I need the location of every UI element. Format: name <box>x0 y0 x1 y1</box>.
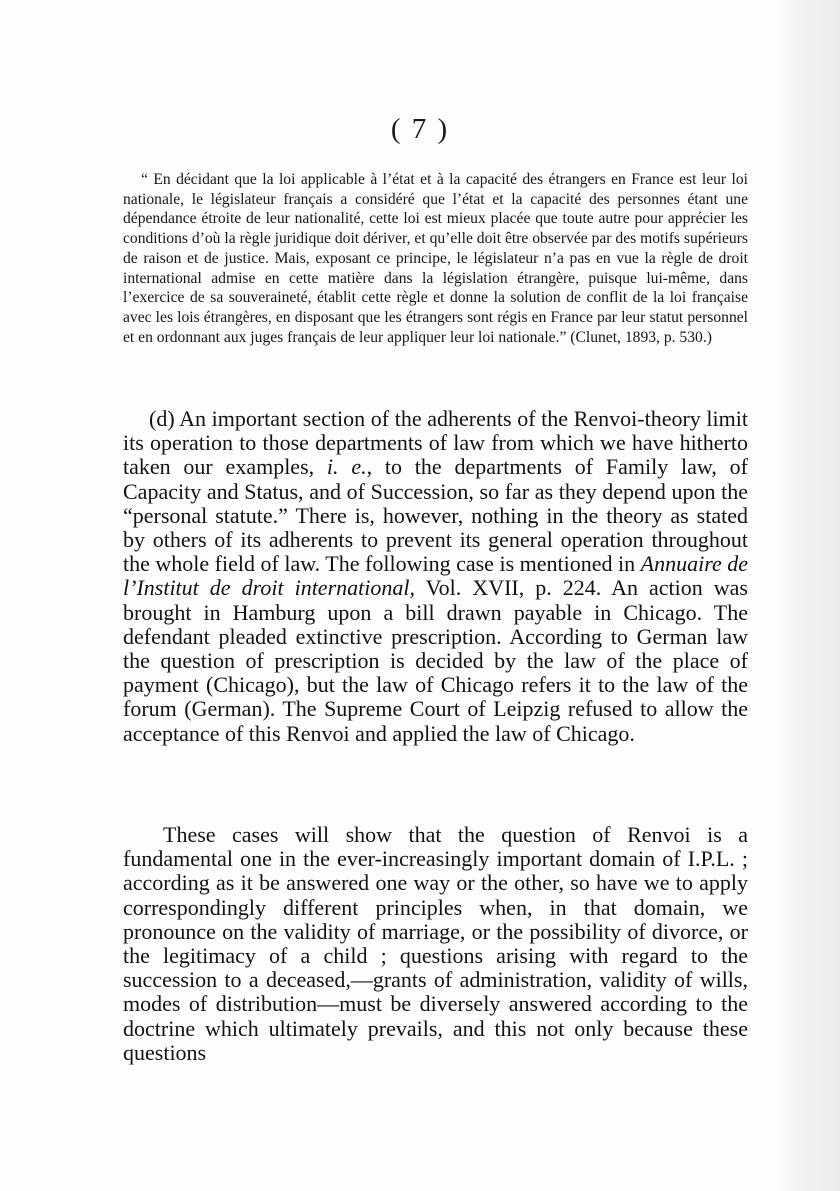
journal-title: Annuaire de l’Institut de droit international, <box>123 551 748 601</box>
page-edge-shadow <box>778 0 840 1191</box>
paragraph-d-part2: , to the departments of Family law, of Capacity and Status, and of Succession, so far as they depend upon the “personal statute.” There is, however, nothing in the theory as stated by others of its adherents to prevent its general operation throughout the whole field of law. The following case is mentioned in <box>123 454 748 577</box>
paragraph-d <box>123 407 748 746</box>
paragraph-cases: These cases will show that the question of Renvoi is a fundamental one in the ever-increasingly important domain of I.P.L. ; according as it be answered one way or the other, so have we to apply correspondingly different principles when, in that domain, we pronounce on the validity of marriage, or the possibility of divorce, or the legitimacy of a child ; questions arising with regard to the succession to a deceased,—grants of administration, validity of wills, modes of distribution—must be diversely answered according to the doctrine which ultimately prevails, and this not only because these questions <box>123 822 748 1065</box>
french-quote: “ En décidant que la loi applicable à l’état et à la capacité des étrangers en France est leur loi nationale, le législateur français a considéré que l’état et la capacité des personnes étant une dépendance étroite de leur nationalité, cette loi est mieux placée que toute autre pour apprécier les conditions d’où la règle juridique doit dériver, et qu’elle doit être observée par des motifs supérieurs de raison et de justice. Mais, exposant ce principe, le législateur n’a pas en vue la règle de droit international admise en cette matière dans la législation étrangère, puisque lui-même, dans l’exercice de sa souveraineté, établit cette règle et donne la solution de conflit de la loi française avec les lois étrangères, en disposant que les étrangers sont régis en France par leur statut personnel et en ordonnant aux juges français de leur appliquer leur loi nationale.” (Clunet, 1893, p. 530.) <box>123 171 748 346</box>
page-number: ( 7 ) <box>390 113 450 145</box>
paragraph-d-part1: (d) An important section of the adherents of the Renvoi-theory limit its operation to those departments of law from which we have hitherto taken our examples, <box>123 406 748 480</box>
ie-abbrev: i. e. <box>326 454 367 480</box>
paragraph-d-part3: Vol. XVII, p. 224. An action was brought in Hamburg upon a bill drawn payable in Chicago. The defendant pleaded extinctive prescription. According to German law the question of prescription is decided by the law of the place of payment (Chicago), but the law of Chicago refers it to the law of the forum (German). The Supreme Court of Leipzig refused to allow the acceptance of this Renvoi and applied the law of Chicago. <box>123 575 748 746</box>
